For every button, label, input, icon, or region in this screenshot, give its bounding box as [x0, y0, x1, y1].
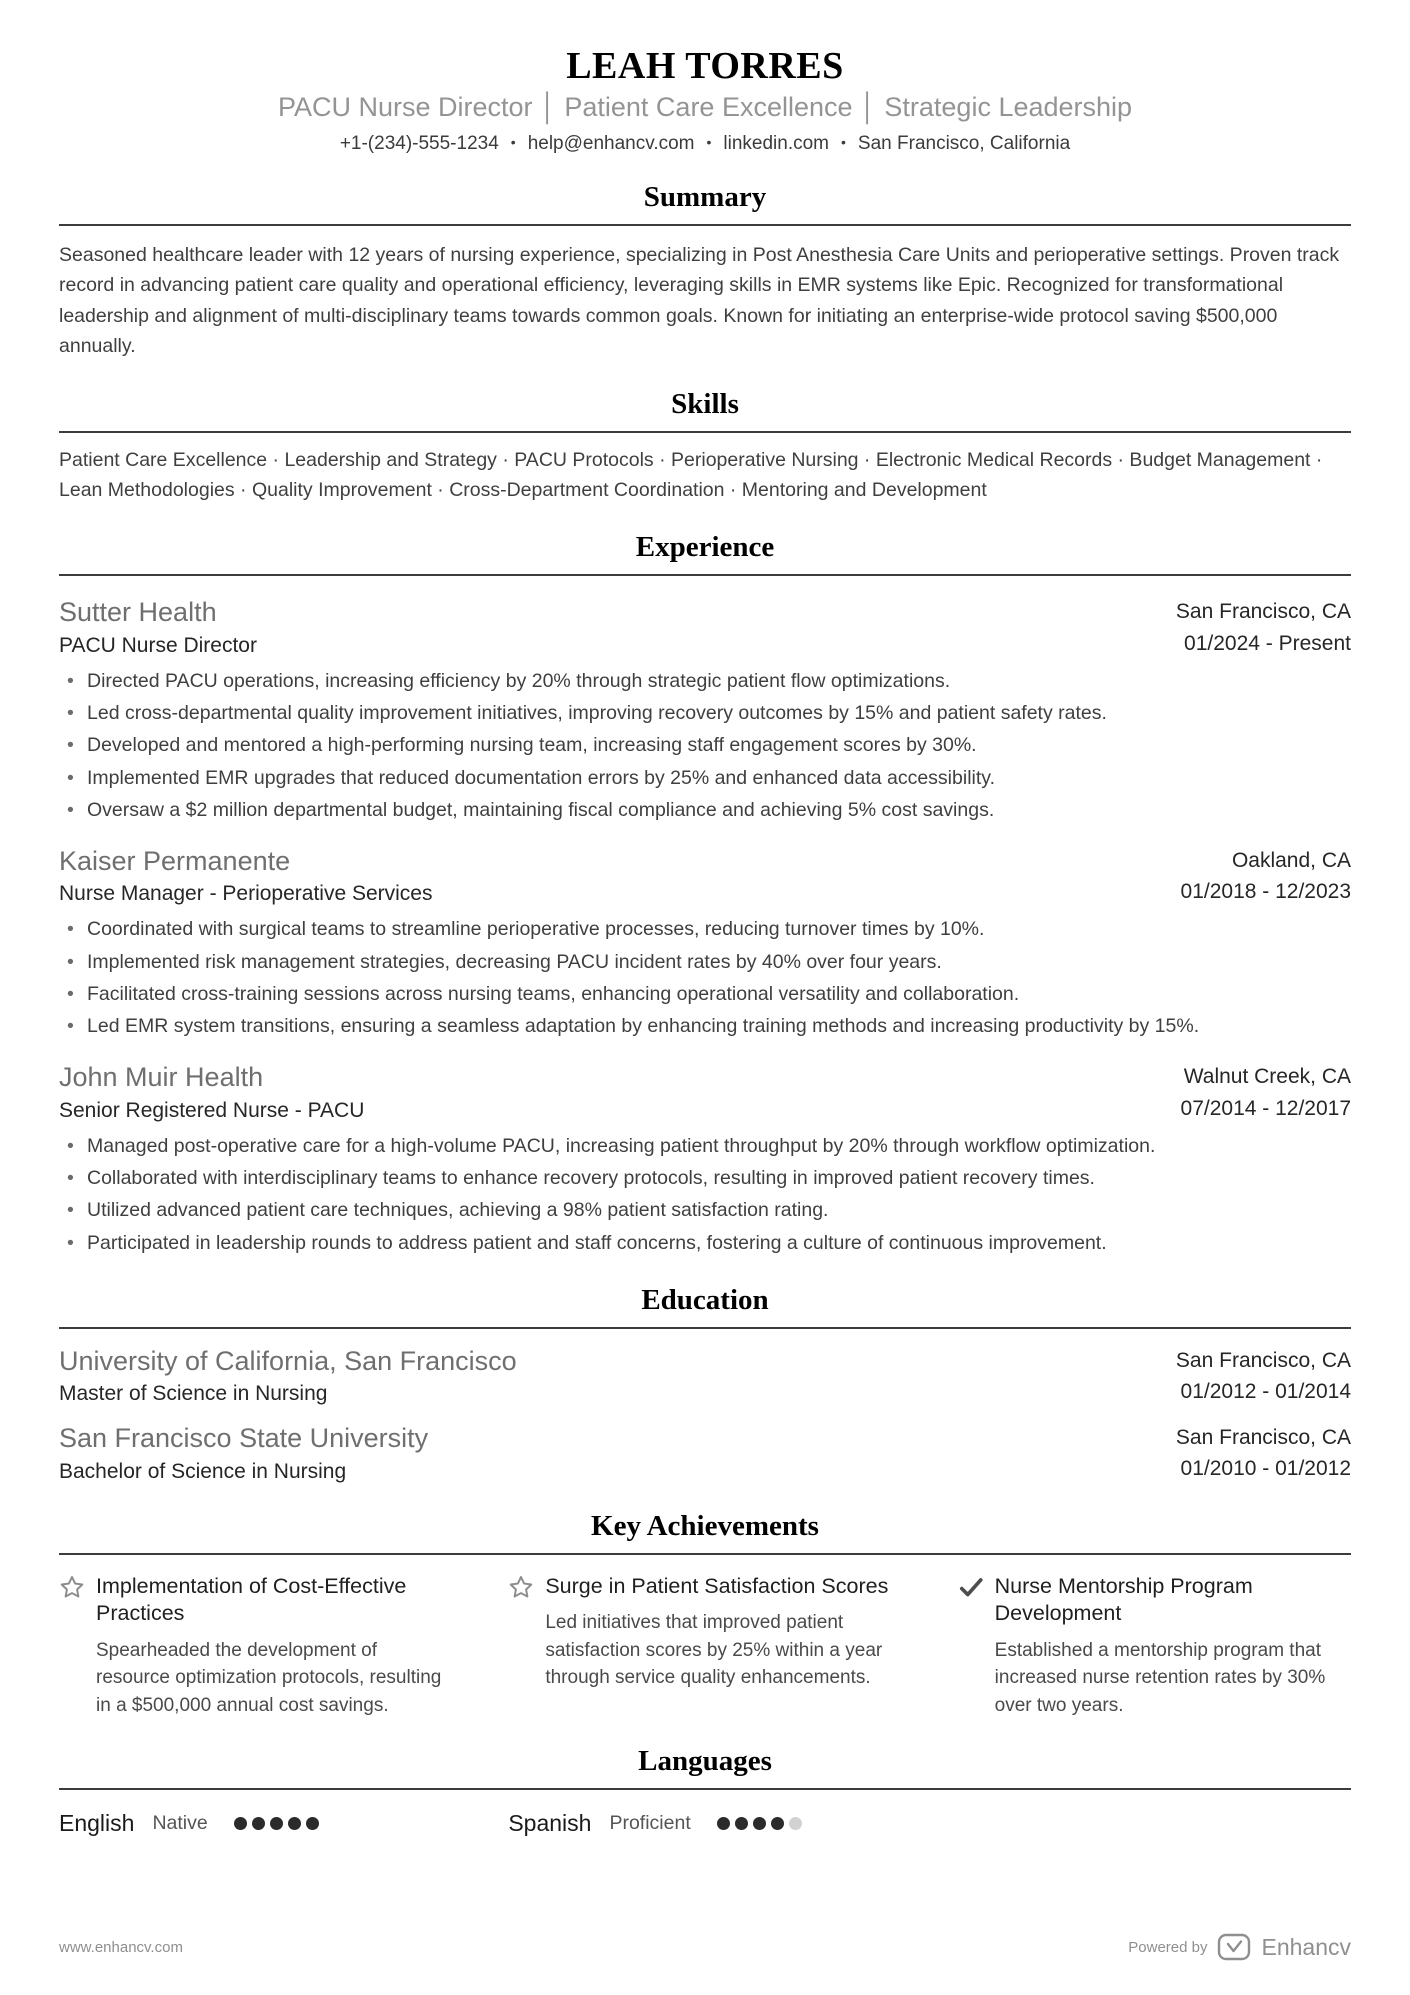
job-bullet: • Led cross-departmental quality improvement initiatives, improving recovery outcomes by 15% and patient safety rates. — [59, 699, 1351, 728]
contact-linkedin[interactable]: linkedin.com — [723, 133, 830, 154]
language-name: English — [59, 1810, 135, 1837]
job-bullet: • Directed PACU operations, increasing efficiency by 20% through strategic patient flow optimizations. — [59, 667, 1351, 696]
school-dates: 01/2012 - 01/2014 — [1180, 1380, 1351, 1404]
school-location: San Francisco, CA — [1175, 1348, 1351, 1372]
proficiency-dot-filled — [306, 1817, 319, 1830]
contact-separator: • — [510, 134, 516, 150]
job-title: Nurse Manager - Perioperative Services — [59, 882, 433, 906]
job-bullet: • Led EMR system transitions, ensuring a seamless adaptation by enhancing training methods and increasing productivity by 15%. — [59, 1012, 1351, 1041]
language-item — [59, 1810, 452, 1837]
contact-separator: • — [841, 134, 846, 150]
section-divider — [59, 431, 1351, 433]
section-title-languages: Languages — [638, 1745, 772, 1778]
achievement-text: Spearheaded the development of resource optimization protocols, resulting in a $500,000 annual cost savings. — [96, 1639, 442, 1716]
job-bullet-list — [59, 1132, 1351, 1258]
proficiency-dot-filled — [753, 1817, 766, 1830]
experience-entry — [59, 845, 1351, 1041]
job-bullet: • Developed and mentored a high-performing nursing team, increasing staff engagement scores by 30%. — [59, 731, 1351, 760]
proficiency-dot-filled — [735, 1817, 748, 1830]
job-bullet: • Participated in leadership rounds to address patient and staff concerns, fostering a culture of continuous improvement. — [59, 1229, 1351, 1258]
language-level: Native — [152, 1812, 208, 1835]
achievement-item — [958, 1573, 1351, 1720]
section-divider — [59, 1327, 1351, 1329]
experience-entry — [59, 1061, 1351, 1257]
company-name: John Muir Health — [59, 1062, 264, 1093]
skills-list: Patient Care Excellence · Leadership and Strategy · PACU Protocols · Perioperative Nursing · Electronic Medical Records · Budget Management · Lean Methodologies · Quality Improvement · Cross-Department Coordination · Mentoring and Development — [59, 448, 1323, 502]
enhancv-logo-icon — [1217, 1933, 1251, 1961]
language-item — [508, 1810, 901, 1837]
language-proficiency-dots — [717, 1817, 802, 1830]
job-bullet: • Oversaw a $2 million departmental budget, maintaining fiscal compliance and achieving 5% cost savings. — [59, 796, 1351, 825]
degree-name: Master of Science in Nursing — [59, 1382, 328, 1406]
section-title-skills: Skills — [671, 387, 739, 420]
proficiency-dot-filled — [252, 1817, 265, 1830]
job-location: Oakland, CA — [1231, 849, 1351, 873]
job-bullet: • Utilized advanced patient care techniques, achieving a 98% patient satisfaction rating. — [59, 1196, 1351, 1225]
job-bullet-list — [59, 915, 1351, 1041]
section-divider — [59, 574, 1351, 576]
education-section — [59, 1284, 1351, 1484]
resume-header — [59, 44, 1351, 155]
job-bullet: • Implemented EMR upgrades that reduced documentation errors by 25% and enhanced data accessibility. — [59, 764, 1351, 793]
job-dates: 01/2024 - Present — [1184, 631, 1351, 655]
powered-by-label: Powered by — [1128, 1938, 1208, 1956]
section-title-education: Education — [641, 1283, 769, 1316]
proficiency-dot-filled — [270, 1817, 283, 1830]
job-bullet: • Collaborated with interdisciplinary teams to enhance recovery protocols, resulting in improved patient recovery times. — [59, 1164, 1351, 1193]
proficiency-dot-filled — [234, 1817, 247, 1830]
contact-separator: • — [706, 134, 712, 150]
contact-phone[interactable]: +1-(234)-555-1234 — [339, 133, 499, 154]
achievements-section — [59, 1510, 1351, 1720]
section-divider — [59, 224, 1351, 226]
proficiency-dot-empty — [789, 1817, 802, 1830]
star-icon — [59, 1574, 85, 1600]
job-title: Senior Registered Nurse - PACU — [59, 1098, 365, 1122]
section-title-achievements: Key Achievements — [591, 1509, 819, 1542]
job-bullet: • Coordinated with surgical teams to streamline perioperative processes, reducing turnover times by 10%. — [59, 915, 1351, 944]
section-title-summary: Summary — [643, 181, 767, 213]
language-name: Spanish — [508, 1810, 592, 1837]
summary-section — [59, 181, 1351, 362]
school-dates: 01/2010 - 01/2012 — [1180, 1457, 1351, 1481]
job-dates: 01/2018 - 12/2023 — [1180, 880, 1351, 904]
job-location: Walnut Creek, CA — [1183, 1065, 1351, 1089]
achievement-item — [59, 1573, 452, 1720]
summary-text: Seasoned healthcare leader with 12 years of nursing experience, specializing in Post Anesthesia Care Units and perioperative settings. Proven track record in advancing patient care quality and operational efficiency, leveraging skills in EMR systems like Epic. Recognized for transformational leadership and alignment of multi-disciplinary teams towards common goals. Known for initiating an enterprise-wide protocol saving $500,000 annually. — [59, 244, 1340, 358]
page-footer — [59, 1933, 1351, 1961]
school-name: University of California, San Francisco — [59, 1345, 517, 1376]
enhancv-brand-name[interactable]: Enhancv — [1261, 1933, 1351, 1960]
achievement-heading: Surge in Patient Satisfaction Scores — [545, 1573, 889, 1598]
job-bullet: • Facilitated cross-training sessions across nursing teams, enhancing operational versatility and collaboration. — [59, 980, 1351, 1009]
star-icon — [508, 1574, 534, 1600]
school-location: San Francisco, CA — [1175, 1426, 1351, 1450]
enhancv-website-link[interactable]: www.enhancv.com — [59, 1938, 183, 1956]
job-bullet-list — [59, 667, 1351, 825]
candidate-headline: PACU Nurse Director │ Patient Care Excellence │ Strategic Leadership — [277, 92, 1133, 122]
job-location: San Francisco, CA — [1175, 600, 1351, 624]
school-name: San Francisco State University — [59, 1423, 429, 1454]
language-level: Proficient — [609, 1812, 691, 1835]
company-name: Kaiser Permanente — [59, 846, 291, 877]
education-entry — [59, 1422, 1351, 1483]
job-title: PACU Nurse Director — [59, 633, 257, 657]
contact-email[interactable]: help@enhancv.com — [527, 133, 695, 154]
experience-section — [59, 531, 1351, 1257]
skills-section — [59, 388, 1351, 506]
contact-line — [59, 133, 1351, 155]
proficiency-dot-filled — [771, 1817, 784, 1830]
check-icon — [958, 1574, 984, 1600]
language-proficiency-dots — [234, 1817, 319, 1830]
achievement-text: Led initiatives that improved patient satisfaction scores by 25% within a year through service quality enhancements. — [545, 1612, 883, 1689]
proficiency-dot-filled — [288, 1817, 301, 1830]
section-divider — [59, 1553, 1351, 1555]
contact-location: San Francisco, California — [857, 133, 1071, 154]
achievement-heading: Implementation of Cost-Effective Practices — [96, 1573, 407, 1626]
education-entry — [59, 1345, 1351, 1406]
degree-name: Bachelor of Science in Nursing — [59, 1459, 347, 1483]
section-title-experience: Experience — [635, 531, 775, 564]
section-divider — [59, 1788, 1351, 1790]
job-bullet: • Implemented risk management strategies, decreasing PACU incident rates by 40% over four years. — [59, 948, 1351, 977]
experience-entry — [59, 596, 1351, 825]
achievement-item — [508, 1573, 901, 1720]
job-dates: 07/2014 - 12/2017 — [1180, 1096, 1351, 1120]
achievement-text: Established a mentorship program that increased nurse retention rates by 30% over two years. — [994, 1639, 1326, 1716]
candidate-name: LEAH TORRES — [566, 45, 844, 87]
languages-section — [59, 1745, 1351, 1837]
proficiency-dot-filled — [717, 1817, 730, 1830]
achievement-heading: Nurse Mentorship Program Development — [994, 1573, 1253, 1626]
job-bullet: • Managed post-operative care for a high-volume PACU, increasing patient throughput by 20% through workflow optimization. — [59, 1132, 1351, 1161]
company-name: Sutter Health — [59, 597, 217, 628]
